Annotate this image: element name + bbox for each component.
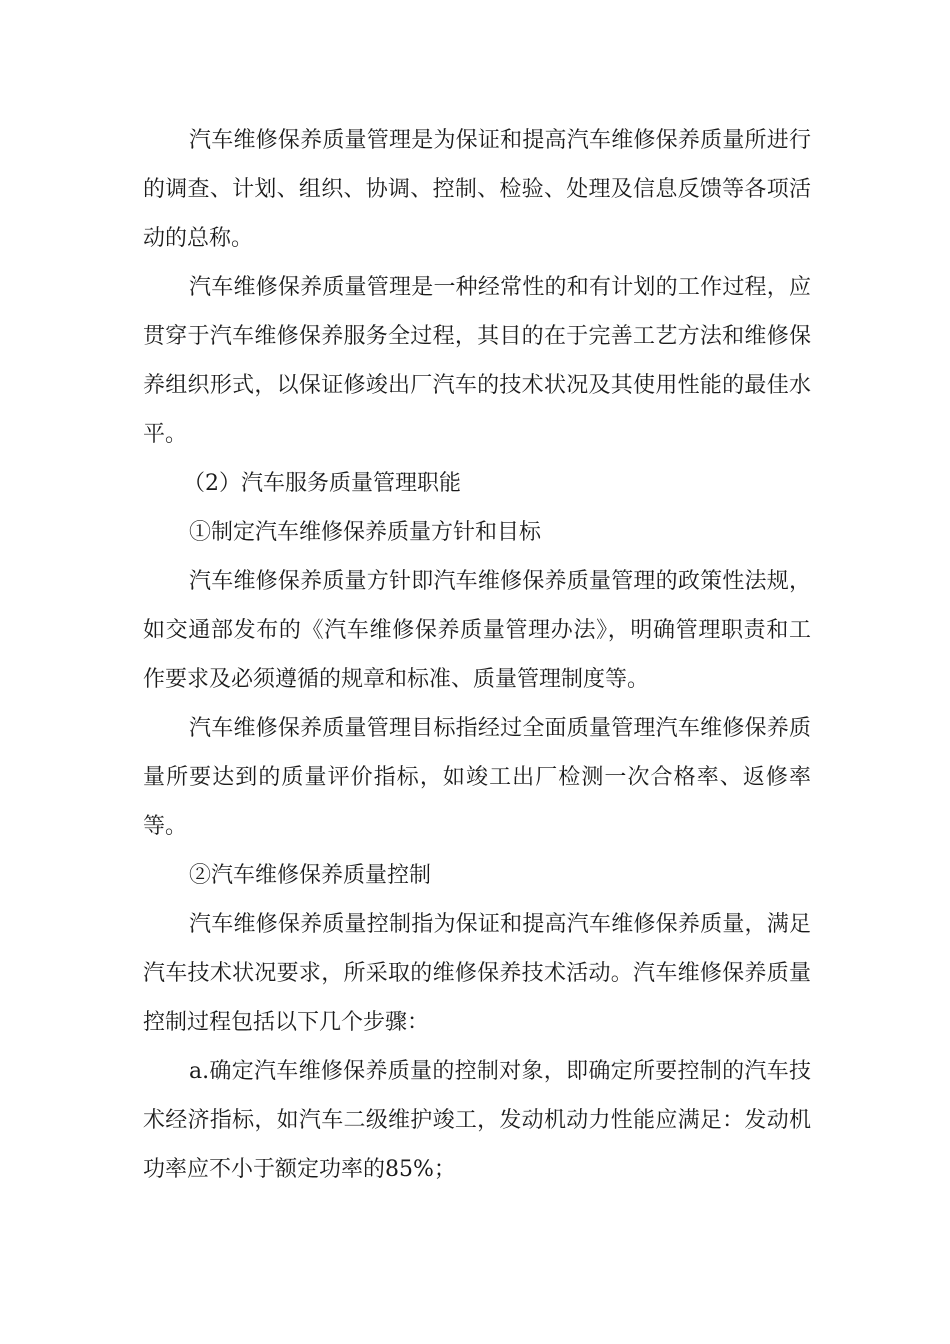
- paragraph-quality-management-definition: 汽车维修保养质量管理是为保证和提高汽车维修保养质量所进行的调查、计划、组织、协调、控制、检验、处理及信息反馈等各项活动的总称。: [143, 128, 811, 251]
- paragraph-quality-management-process: 汽车维修保养质量管理是一种经常性的和有计划的工作过程，应贯穿于汽车维修保养服务全过程，其目的在于完善工艺方法和维修保养组织形式，以保证修竣出厂汽车的技术状况及其使用性能的最佳水平。: [143, 275, 811, 447]
- section-heading-service-quality-functions: （2）汽车服务质量管理职能: [183, 471, 461, 496]
- document-body: [143, 116, 811, 1194]
- paragraph-quality-policy: 汽车维修保养质量方针即汽车维修保养质量管理的政策性法规，如交通部发布的《汽车维修保养质量管理办法》，明确管理职责和工作要求及必须遵循的规章和标准、质量管理制度等。: [143, 569, 811, 692]
- paragraph-quality-control-definition: 汽车维修保养质量控制指为保证和提高汽车维修保养质量，满足汽车技术状况要求，所采取的维修保养技术活动。汽车维修保养质量控制过程包括以下几个步骤：: [143, 912, 811, 1035]
- subheading-policy-and-goals: ①制定汽车维修保养质量方针和目标: [189, 520, 542, 545]
- paragraph-quality-goals: 汽车维修保养质量管理目标指经过全面质量管理汽车维修保养质量所要达到的质量评价指标，如竣工出厂检测一次合格率、返修率等。: [143, 716, 811, 839]
- paragraph-step-a: a.确定汽车维修保养质量的控制对象，即确定所要控制的汽车技术经济指标，如汽车二级维护竣工，发动机动力性能应满足：发动机功率应不小于额定功率的85%；: [143, 1059, 811, 1182]
- subheading-quality-control: ②汽车维修保养质量控制: [189, 863, 432, 888]
